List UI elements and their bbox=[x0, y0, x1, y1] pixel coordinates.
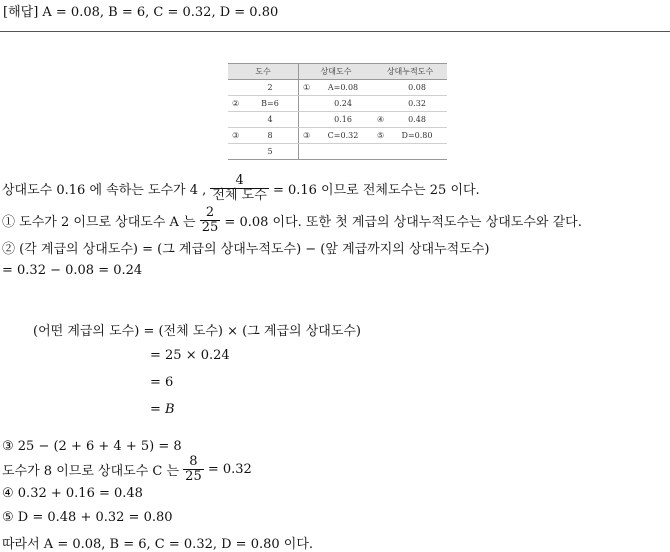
divider bbox=[0, 31, 670, 32]
fraction bbox=[210, 174, 268, 204]
table-row bbox=[228, 96, 447, 112]
solution-line-6: = 25 × 0.24 bbox=[150, 348, 230, 363]
table-cell: 0.16 bbox=[334, 115, 352, 124]
table-cell: 4 bbox=[267, 115, 273, 124]
cell-mark: ⑤ bbox=[377, 131, 385, 140]
solution-line-13: 따라서 A = 0.08, B = 6, C = 0.32, D = 0.80 이다. bbox=[2, 537, 314, 552]
answer-header: [해답] A = 0.08, B = 6, C = 0.32, D = 0.80 bbox=[3, 5, 279, 20]
table-cell: 2 bbox=[267, 83, 273, 92]
text-segment: 도수가 8 이므로 상대도수 C 는 bbox=[2, 464, 180, 480]
fraction bbox=[200, 206, 221, 236]
variable-b: B bbox=[165, 402, 175, 417]
fraction-numerator: 8 bbox=[189, 454, 198, 469]
table-row bbox=[228, 128, 447, 144]
solution-line-7: = 6 bbox=[150, 375, 174, 390]
fraction-denominator: 전체 도수 bbox=[212, 188, 267, 204]
table-cell: 8 bbox=[267, 131, 273, 140]
frequency-table bbox=[228, 63, 447, 160]
table-cell: D=0.80 bbox=[401, 131, 433, 140]
cell-mark: ④ bbox=[377, 115, 385, 124]
solution-line-1 bbox=[2, 174, 480, 204]
fraction-denominator: 25 bbox=[201, 220, 219, 236]
fraction-numerator: 4 bbox=[235, 173, 244, 188]
cell-mark: ③ bbox=[232, 131, 240, 140]
text-segment: = 0.32 bbox=[207, 462, 252, 478]
text-segment: = bbox=[150, 402, 161, 417]
table-header-row bbox=[228, 64, 447, 80]
text-segment: 상대도수 0.16 에 속하는 도수가 4 , bbox=[2, 183, 207, 199]
table-cell: 0.48 bbox=[408, 115, 426, 124]
table-row bbox=[228, 112, 447, 128]
solution-line-4: = 0.32 − 0.08 = 0.24 bbox=[2, 263, 143, 278]
table-cell: 5 bbox=[267, 147, 273, 156]
cell-mark: ③ bbox=[303, 131, 311, 140]
table-row bbox=[228, 144, 447, 160]
cell-mark: ① bbox=[303, 83, 311, 92]
table-cell: 0.24 bbox=[334, 99, 352, 108]
text-segment: ① 도수가 2 이므로 상대도수 A 는 bbox=[2, 215, 196, 231]
header-cumulative-relative-frequency: 상대누적도수 bbox=[373, 64, 447, 80]
solution-line-2 bbox=[2, 206, 582, 236]
solution-line-3: ② (각 계급의 상대도수) = (그 계급의 상대누적도수) − (앞 계급까지의 상대누적도수) bbox=[2, 242, 490, 257]
fraction-numerator: 2 bbox=[205, 205, 215, 220]
table-cell: A=0.08 bbox=[327, 83, 359, 92]
table-cell: 0.32 bbox=[408, 99, 426, 108]
table-cell: B=6 bbox=[261, 99, 279, 108]
text-segment: = 0.08 이다. 또한 첫 계급의 상대누적도수는 상대도수와 같다. bbox=[224, 215, 582, 231]
table-cell: C=0.32 bbox=[327, 131, 359, 140]
table-row bbox=[228, 80, 447, 96]
fraction bbox=[183, 455, 204, 485]
solution-line-10 bbox=[2, 455, 252, 485]
solution-line-12: ⑤ D = 0.48 + 0.32 = 0.80 bbox=[2, 510, 173, 525]
fraction-denominator: 25 bbox=[185, 469, 202, 485]
text-segment: = 0.16 이므로 전체도수는 25 이다. bbox=[272, 183, 480, 199]
header-frequency: 도수 bbox=[228, 64, 299, 80]
solution-line-5: (어떤 계급의 도수) = (전체 도수) × (그 계급의 상대도수) bbox=[33, 324, 362, 339]
cell-mark: ② bbox=[232, 99, 240, 108]
solution-line-9: ③ 25 − (2 + 6 + 4 + 5) = 8 bbox=[2, 439, 182, 454]
header-relative-frequency: 상대도수 bbox=[299, 64, 374, 80]
solution-line-11: ④ 0.32 + 0.16 = 0.48 bbox=[2, 486, 143, 501]
solution-line-8 bbox=[150, 402, 175, 417]
table-cell: 0.08 bbox=[408, 83, 426, 92]
